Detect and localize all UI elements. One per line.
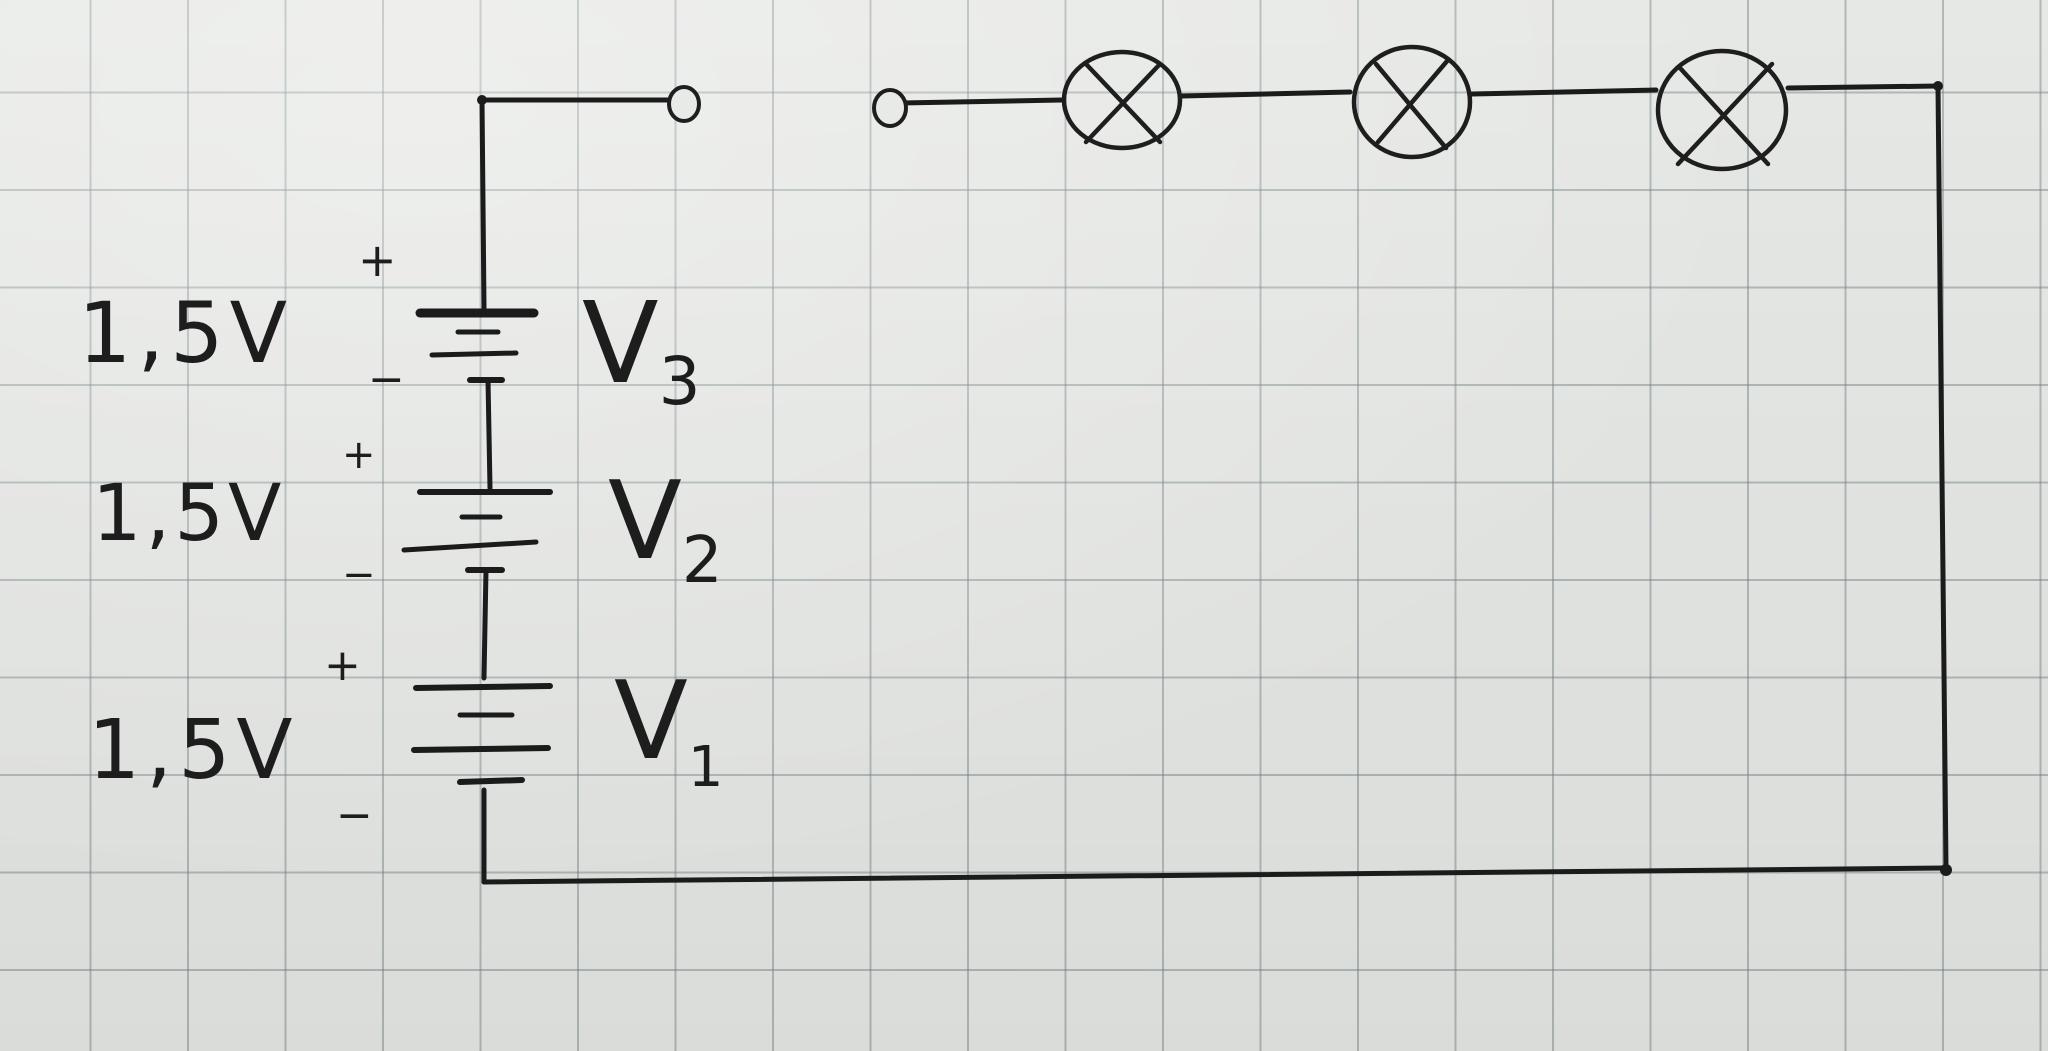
battery-v3-plate-long-2 xyxy=(432,353,516,355)
battery-v2-plate-long-2 xyxy=(404,542,536,550)
battery-v3-plus-sign: + xyxy=(358,233,397,287)
battery-v1-name-subscript: 1 xyxy=(687,735,724,800)
wire-bottom xyxy=(484,868,1946,882)
wire-right-side xyxy=(1938,86,1946,868)
battery-v2-name-subscript: 2 xyxy=(681,524,723,598)
switch-terminal-right xyxy=(874,90,906,126)
wire-switch-to-lamp1 xyxy=(901,100,1062,103)
switch-open xyxy=(669,87,906,126)
polarity-signs xyxy=(324,233,405,841)
battery-v2-name-letter: V xyxy=(608,459,682,584)
wire-battery-stack-top xyxy=(482,100,484,308)
battery-v1-plate-long-2 xyxy=(414,748,548,750)
junction-dot xyxy=(477,95,487,105)
junction-dot xyxy=(1940,864,1952,876)
voltage-labels xyxy=(78,284,299,798)
battery-v3-voltage-label: 1,5V xyxy=(78,284,294,382)
battery-v1-voltage-label: 1,5V xyxy=(88,703,299,798)
wire-v3-to-v2 xyxy=(488,380,490,488)
battery-v3-minus-sign: − xyxy=(368,354,405,405)
wire-v2-to-v1 xyxy=(484,570,486,678)
battery-v3-name-letter: V xyxy=(582,279,659,409)
battery-v1 xyxy=(414,686,550,782)
wire-lamp3-to-corner xyxy=(1788,86,1938,88)
battery-v2 xyxy=(404,492,550,570)
switch-terminal-left xyxy=(669,87,699,121)
battery-v2-name xyxy=(608,459,723,598)
lamp-1 xyxy=(1064,52,1180,148)
battery-v3-name-subscript: 3 xyxy=(658,343,701,420)
battery-v1-plate-long xyxy=(416,686,550,688)
lamp-2-cross xyxy=(1378,60,1448,142)
battery-v1-plate-short-2 xyxy=(460,780,522,782)
battery-v2-plus-sign: + xyxy=(342,432,376,478)
battery-v3 xyxy=(420,313,534,380)
lamp-2 xyxy=(1354,47,1470,157)
battery-v3-name xyxy=(582,279,701,420)
battery-v2-voltage-label: 1,5V xyxy=(92,469,286,559)
battery-v1-minus-sign: − xyxy=(336,790,373,841)
lamp-3 xyxy=(1658,51,1786,169)
wire-lamp2-to-lamp3 xyxy=(1472,90,1656,94)
battery-names xyxy=(582,279,724,800)
battery-v1-plus-sign: + xyxy=(324,640,361,691)
junction-dot xyxy=(1933,81,1943,91)
wire-lamp1-to-lamp2 xyxy=(1182,92,1350,96)
battery-v2-minus-sign: − xyxy=(342,552,376,598)
battery-v1-name-letter: V xyxy=(614,659,688,784)
battery-v1-name xyxy=(614,659,724,800)
